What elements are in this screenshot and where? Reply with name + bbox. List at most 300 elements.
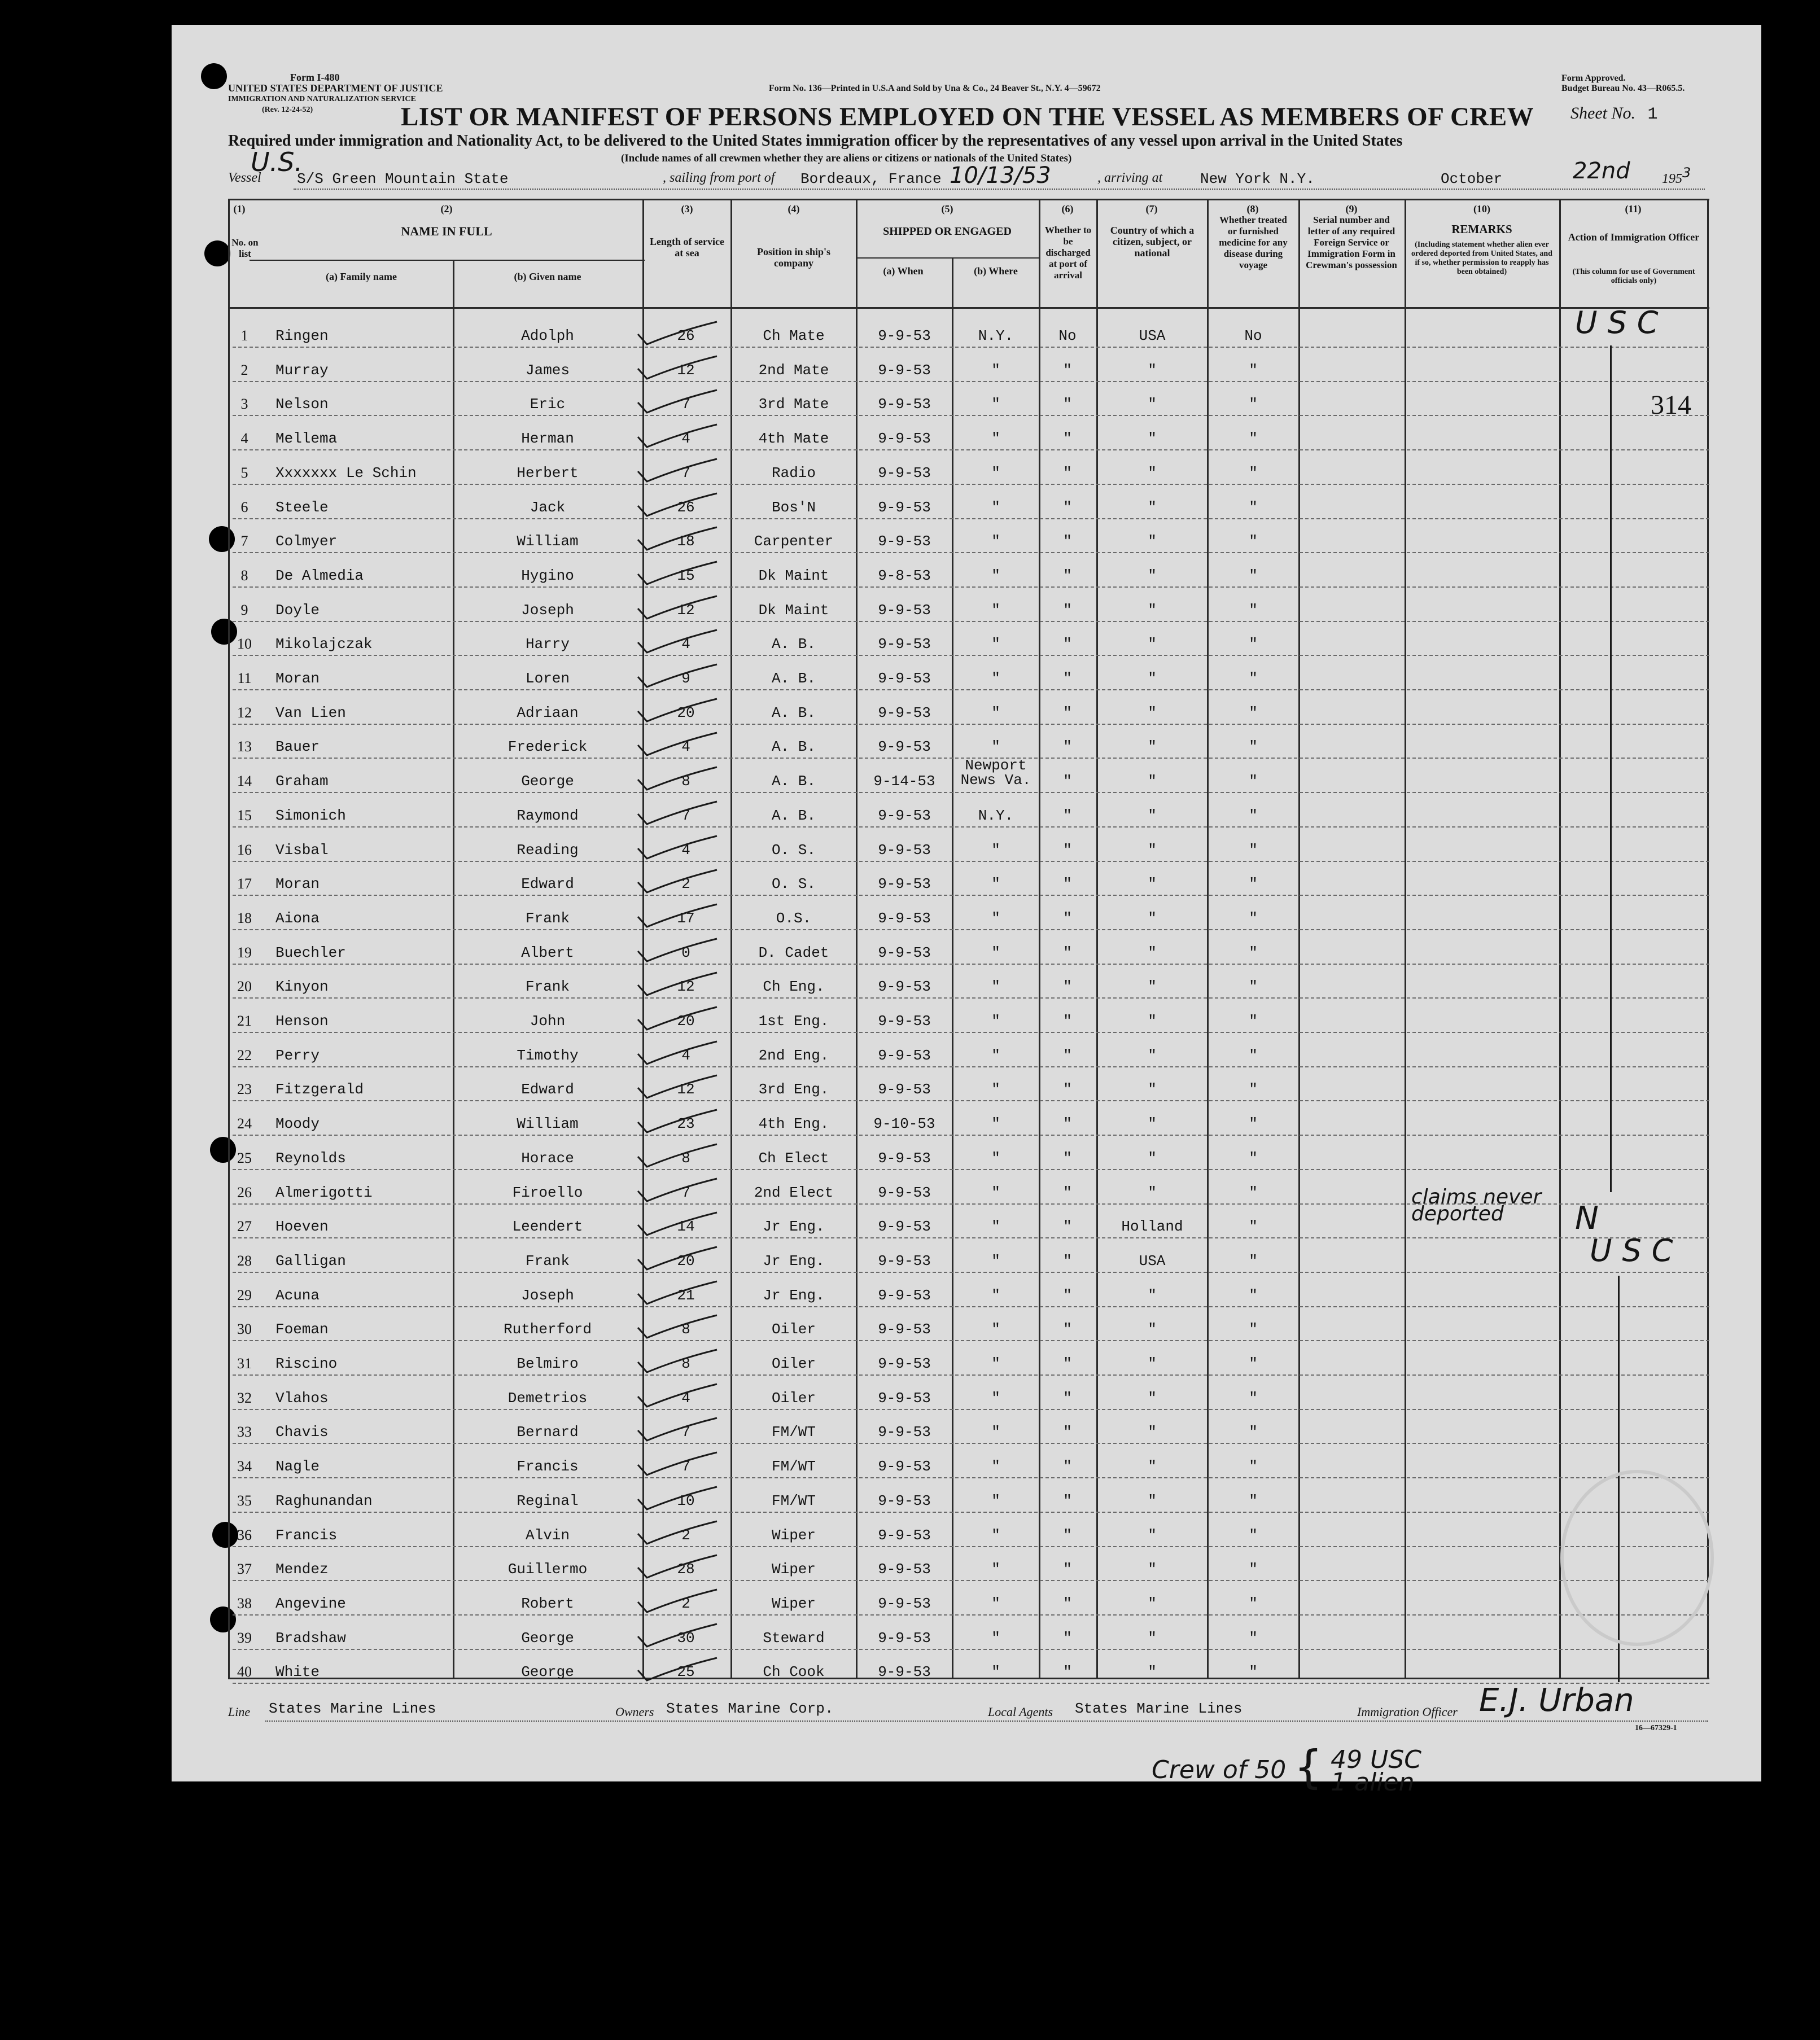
row-number: 9 [240, 601, 248, 618]
shipped-where: " [991, 909, 1000, 927]
row-rule [233, 449, 1709, 450]
sailing-label: , sailing from port of [663, 170, 775, 185]
vessel-label: Vessel [228, 170, 261, 185]
shipped-where: " [991, 361, 1000, 379]
family-name: Doyle [275, 601, 320, 619]
ship-position: A. B. [771, 738, 816, 756]
remark-claims-never-deported: claims never deported [1411, 1185, 1542, 1225]
shipped-where: " [991, 1629, 1000, 1647]
ship-position: 2nd Elect [754, 1184, 834, 1201]
service-length: 20 [677, 1013, 695, 1030]
row-number: 29 [237, 1286, 252, 1303]
shipped-where: " [991, 1424, 1000, 1441]
citizenship-country: " [1148, 1492, 1157, 1509]
citizenship-country: " [1148, 1561, 1157, 1578]
family-name: Moody [275, 1115, 320, 1133]
row-number: 37 [237, 1561, 252, 1578]
ship-position: 2nd Mate [758, 361, 829, 379]
col-num-11: (11) [1625, 203, 1642, 214]
service-length: 2 [681, 1595, 690, 1612]
family-name: Buechler [275, 944, 346, 961]
shipped-where: " [991, 1458, 1000, 1476]
row-rule [233, 1580, 1709, 1581]
row-number: 32 [237, 1389, 252, 1406]
discharged-flag: " [1063, 1595, 1072, 1612]
sheet-value: 1 [1647, 105, 1658, 124]
family-name: Colmyer [275, 533, 338, 550]
citizenship-country: " [1148, 944, 1157, 961]
ship-position: Steward [763, 1629, 825, 1647]
discharged-flag: " [1063, 1115, 1072, 1133]
service-length: 7 [681, 1458, 690, 1476]
shipped-where: " [991, 430, 1000, 448]
departure-port: Bordeaux, France [800, 170, 942, 187]
shipped-when: 9-9-53 [878, 361, 931, 379]
shipped-when: 9-9-53 [878, 1355, 931, 1372]
row-number: 13 [237, 738, 252, 755]
discharged-flag: " [1063, 567, 1072, 584]
row-number: 8 [240, 567, 248, 584]
discharged-flag: " [1063, 1047, 1072, 1064]
citizenship-country: " [1148, 396, 1157, 413]
ship-position: 4th Mate [758, 430, 829, 448]
ship-position: Radio [771, 464, 816, 481]
check-mark-icon [635, 1622, 719, 1650]
row-number: 31 [237, 1355, 252, 1372]
given-name: George [521, 1663, 574, 1681]
citizenship-country: " [1148, 738, 1157, 756]
citizenship-country: " [1148, 533, 1157, 550]
medicine-flag: " [1249, 361, 1258, 379]
ship-position: O. S. [771, 841, 816, 859]
check-mark-icon [635, 1587, 719, 1616]
family-name: Hoeven [275, 1218, 329, 1236]
discharged-flag: " [1063, 1355, 1072, 1372]
col-num-8: (8) [1246, 203, 1259, 214]
medicine-flag: " [1249, 1526, 1258, 1544]
citizenship-country: " [1148, 1047, 1157, 1064]
col-remarks: REMARKS [1451, 222, 1512, 236]
service-length: 8 [681, 1355, 690, 1372]
check-mark-icon [635, 799, 719, 828]
shipped-where: " [991, 1355, 1000, 1372]
shipped-when: 9-9-53 [878, 1629, 931, 1647]
shipped-when: 9-9-53 [878, 1389, 931, 1407]
shipped-when: 9-14-53 [873, 773, 935, 790]
shipped-where: " [991, 1115, 1000, 1133]
shipped-where: N.Y. [978, 327, 1014, 344]
family-name: Vlahos [275, 1389, 329, 1407]
shipped-when: 9-9-53 [878, 1081, 931, 1098]
ship-position: 2nd Eng. [758, 1047, 829, 1064]
medicine-flag: " [1249, 1081, 1258, 1098]
ship-position: Jr Eng. [763, 1286, 825, 1304]
row-number: 23 [237, 1081, 252, 1098]
citizenship-country: " [1148, 498, 1157, 516]
medicine-flag: " [1249, 567, 1258, 584]
family-name: Graham [275, 773, 329, 790]
family-name: Henson [275, 1013, 329, 1030]
col-shipped: SHIPPED OR ENGAGED [883, 225, 1012, 238]
discharged-flag: " [1063, 430, 1072, 448]
family-name: Bradshaw [275, 1629, 346, 1647]
service-length: 10 [677, 1492, 695, 1509]
shipped-when: 9-9-53 [878, 327, 931, 344]
discharged-flag: " [1063, 1561, 1072, 1578]
family-name: Mendez [275, 1561, 329, 1578]
row-number: 33 [237, 1424, 252, 1441]
shipped-when: 9-9-53 [878, 601, 931, 619]
shipped-where: " [991, 498, 1000, 516]
row-rule [233, 1066, 1709, 1067]
given-name: Reading [517, 841, 579, 859]
given-name: James [525, 361, 570, 379]
service-length: 15 [677, 567, 695, 584]
shipped-where: " [991, 1492, 1000, 1509]
col-discharged: Whether to be discharged at port of arrival [1044, 225, 1092, 281]
service-length: 0 [681, 944, 690, 961]
service-length: 12 [677, 601, 695, 619]
service-length: 12 [677, 361, 695, 379]
family-name: Xxxxxxx Le Schin [275, 464, 417, 481]
service-length: 30 [677, 1629, 695, 1647]
family-name: Moran [275, 875, 320, 893]
manifest-note: (Include names of all crewmen whether they are aliens or citizens or nationals of the United States) [621, 152, 1072, 164]
given-name: Joseph [521, 1286, 574, 1304]
ship-position: Oiler [771, 1389, 816, 1407]
family-name: Moran [275, 670, 320, 687]
given-name: Harry [525, 636, 570, 653]
medicine-flag: " [1249, 875, 1258, 893]
manifest-title: LIST OR MANIFEST OF PERSONS EMPLOYED ON THE VESSEL AS MEMBERS OF CREW [401, 102, 1534, 132]
col-country: Country of which a citizen, subject, or national [1110, 225, 1195, 259]
medicine-flag: " [1249, 1458, 1258, 1476]
service-length: 9 [681, 670, 690, 687]
discharged-flag: " [1063, 1286, 1072, 1304]
ship-position: Wiper [771, 1526, 816, 1544]
family-name: Ringen [275, 327, 329, 344]
col-position: Position in ship's company [756, 246, 831, 269]
form-number: Form I-480 [290, 72, 340, 83]
shipped-when: 9-9-53 [878, 944, 931, 961]
ship-position: D. Cadet [758, 944, 829, 961]
check-mark-icon [635, 1416, 719, 1444]
row-number: 28 [237, 1252, 252, 1269]
check-mark-icon [635, 868, 719, 896]
action-usc-stamp: USC [1575, 305, 1669, 340]
discharged-flag: " [1063, 361, 1072, 379]
row-rule [233, 1100, 1709, 1101]
family-name: Francis [275, 1526, 338, 1544]
vessel-flag-handwritten: U.S. [251, 147, 303, 177]
given-name: Frank [525, 1252, 570, 1269]
ship-position: Jr Eng. [763, 1252, 825, 1269]
family-name: White [275, 1663, 320, 1681]
medicine-flag: " [1249, 1663, 1258, 1681]
row-rule [233, 1306, 1709, 1307]
citizenship-country: USA [1139, 1252, 1166, 1269]
service-length: 4 [681, 1389, 690, 1407]
family-name: Bauer [275, 738, 320, 756]
check-mark-icon [635, 730, 719, 759]
row-number: 40 [237, 1663, 252, 1680]
citizenship-country: " [1148, 1184, 1157, 1201]
citizenship-country: " [1148, 875, 1157, 893]
medicine-flag: " [1249, 1286, 1258, 1304]
action-n-mark: N [1575, 1200, 1599, 1237]
shipped-where: " [991, 841, 1000, 859]
arriving-label: , arriving at [1097, 170, 1163, 185]
family-name: Mikolajczak [275, 636, 373, 653]
row-number: 10 [237, 636, 252, 653]
row-number: 4 [240, 430, 248, 447]
shipped-where: " [991, 1526, 1000, 1544]
citizenship-country: " [1148, 807, 1157, 824]
citizenship-country: " [1148, 361, 1157, 379]
shipped-where: " [991, 1663, 1000, 1681]
manifest-subtitle: Required under immigration and Nationality Act, to be delivered to the United States immigration officer by the representatives of any vessel upon arrival in the United States [228, 132, 1403, 150]
shipped-where: " [991, 601, 1000, 619]
discharged-flag: " [1063, 738, 1072, 756]
row-number: 35 [237, 1492, 252, 1509]
shipped-when: 9-9-53 [878, 1424, 931, 1441]
check-mark-icon [635, 319, 719, 348]
ship-position: O.S. [776, 909, 812, 927]
check-mark-icon [635, 1519, 719, 1547]
discharged-flag: " [1063, 1424, 1072, 1441]
medicine-flag: " [1249, 1013, 1258, 1030]
discharged-flag: No [1058, 327, 1077, 344]
shipped-when: 9-9-53 [878, 1013, 931, 1030]
ship-position: Carpenter [754, 533, 834, 550]
row-rule [233, 1340, 1709, 1341]
line-label: Line [228, 1705, 251, 1719]
check-mark-icon [635, 697, 719, 725]
check-mark-icon [635, 594, 719, 622]
discharged-flag: " [1063, 1184, 1072, 1201]
ship-position: FM/WT [771, 1492, 816, 1509]
row-rule [233, 381, 1709, 382]
shipped-where: " [991, 875, 1000, 893]
discharged-flag: " [1063, 601, 1072, 619]
given-name: Horace [521, 1149, 574, 1167]
row-number: 1 [240, 327, 248, 344]
given-name: Eric [530, 396, 566, 413]
shipped-where: " [991, 464, 1000, 481]
row-number: 25 [237, 1149, 252, 1166]
check-mark-icon [635, 902, 719, 930]
row-rule [233, 1272, 1709, 1273]
service-length: 7 [681, 396, 690, 413]
shipped-where: " [991, 1218, 1000, 1236]
shipped-when: 9-9-53 [878, 533, 931, 550]
discharged-flag: " [1063, 841, 1072, 859]
shipped-where: " [991, 1321, 1000, 1338]
ship-position: Ch Eng. [763, 978, 825, 996]
check-mark-icon [635, 1347, 719, 1376]
crew-summary-left: Crew of 50 [1152, 1756, 1287, 1784]
sailing-date: 10/13/53 [950, 163, 1051, 189]
shipped-when: 9-9-53 [878, 1218, 931, 1236]
printer-note: Form No. 136—Printed in U.S.A and Sold by Una & Co., 24 Beaver St., N.Y. 4—59672 [769, 84, 1101, 93]
shipped-when: 9-9-53 [878, 738, 931, 756]
col-remarks-note: (Including statement whether alien ever ordered deported from United States, and if so, whether permission to reapply has been obtained) [1411, 240, 1552, 276]
service-length: 2 [681, 1526, 690, 1544]
service-length: 28 [677, 1561, 695, 1578]
row-rule [233, 861, 1709, 862]
family-name: Murray [275, 361, 329, 379]
check-mark-icon [635, 1039, 719, 1067]
row-number: 20 [237, 978, 252, 995]
row-number: 11 [237, 670, 252, 686]
medicine-flag: " [1249, 464, 1258, 481]
medicine-flag: " [1249, 1218, 1258, 1236]
medicine-flag: " [1249, 636, 1258, 653]
family-name: Angevine [275, 1595, 346, 1612]
binder-hole [204, 240, 230, 266]
citizenship-country: " [1148, 1355, 1157, 1372]
service-length: 7 [681, 1424, 690, 1441]
service-length: 4 [681, 841, 690, 859]
shipped-where: " [991, 1013, 1000, 1030]
discharged-flag: " [1063, 944, 1072, 961]
row-rule [233, 1409, 1709, 1410]
given-name: Joseph [521, 601, 574, 619]
shipped-when: 9-10-53 [873, 1115, 935, 1133]
sheet-number [1570, 104, 1658, 124]
row-number: 2 [240, 361, 248, 378]
shipped-where: " [991, 704, 1000, 721]
row-rule [233, 929, 1709, 930]
shipped-where: " [991, 670, 1000, 687]
service-length: 2 [681, 875, 690, 893]
col-name-in-full: NAME IN FULL [401, 224, 492, 238]
citizenship-country: " [1148, 1526, 1157, 1544]
ship-position: A. B. [771, 773, 816, 790]
medicine-flag: " [1249, 533, 1258, 550]
ship-position: 3rd Mate [758, 396, 829, 413]
shipped-when: 9-9-53 [878, 807, 931, 824]
check-mark-icon [635, 1245, 719, 1273]
check-mark-icon [635, 457, 719, 485]
citizenship-country: " [1148, 1389, 1157, 1407]
citizenship-country: " [1148, 1013, 1157, 1030]
citizenship-country: " [1148, 1149, 1157, 1167]
check-mark-icon [635, 662, 719, 690]
shipped-where: " [991, 944, 1000, 961]
shipped-when: 9-9-53 [878, 841, 931, 859]
given-name: Adolph [521, 327, 574, 344]
discharged-flag: " [1063, 1149, 1072, 1167]
row-number: 5 [240, 464, 248, 481]
service-length: 4 [681, 636, 690, 653]
row-rule [233, 792, 1709, 793]
given-name: Rutherford [503, 1321, 592, 1338]
shipped-where: " [991, 1149, 1000, 1167]
family-name: Reynolds [275, 1149, 346, 1167]
col-length: Length of service at sea [650, 236, 724, 259]
discharged-flag: " [1063, 1389, 1072, 1407]
medicine-flag: " [1249, 807, 1258, 824]
family-name: Van Lien [275, 704, 346, 721]
check-mark-icon [635, 1553, 719, 1581]
medicine-flag: " [1249, 738, 1258, 756]
service-length: 20 [677, 704, 695, 721]
shipped-when: 9-9-53 [878, 1149, 931, 1167]
row-number: 26 [237, 1184, 252, 1201]
arrival-month: October [1441, 170, 1503, 187]
check-mark-icon [635, 628, 719, 656]
service-length: 7 [681, 1184, 690, 1201]
row-number: 36 [237, 1526, 252, 1543]
row-number: 14 [237, 773, 252, 790]
check-mark-icon [635, 1382, 719, 1410]
family-name: Riscino [275, 1355, 338, 1372]
year-label: 1953 [1662, 165, 1691, 186]
discharged-flag: " [1063, 1321, 1072, 1338]
form-code: 16—67329-1 [1635, 1724, 1677, 1732]
row-rule [233, 655, 1709, 656]
discharged-flag: " [1063, 773, 1072, 790]
citizenship-country: Holland [1121, 1218, 1183, 1236]
medicine-flag: " [1249, 841, 1258, 859]
family-name: Raghunandan [275, 1492, 373, 1509]
family-name: De Almedia [275, 567, 364, 584]
row-number: 30 [237, 1321, 252, 1338]
medicine-flag: " [1249, 430, 1258, 448]
medicine-flag: " [1249, 1561, 1258, 1578]
service-length: 21 [677, 1286, 695, 1304]
medicine-flag: " [1249, 978, 1258, 996]
manifest-sheet [172, 25, 1761, 1781]
citizenship-country: " [1148, 704, 1157, 721]
col-num-6: (6) [1061, 203, 1074, 214]
given-name: William [517, 1115, 579, 1133]
col-num-5: (5) [941, 203, 953, 214]
shipped-when: 9-9-53 [878, 1663, 931, 1681]
row-number: 17 [237, 875, 252, 892]
owners-value: States Marine Corp. [666, 1700, 834, 1717]
form-approval [1561, 73, 1685, 94]
family-name: Foeman [275, 1321, 329, 1338]
given-name: George [521, 773, 574, 790]
discharged-flag: " [1063, 875, 1072, 893]
discharged-flag: " [1063, 704, 1072, 721]
check-mark-icon [635, 491, 719, 519]
given-name: Bernard [517, 1424, 579, 1441]
row-rule [233, 689, 1709, 690]
row-rule [233, 1169, 1709, 1170]
given-name: Edward [521, 1081, 574, 1098]
medicine-flag: " [1249, 601, 1258, 619]
owners-label: Owners [615, 1705, 654, 1719]
check-mark-icon [635, 1142, 719, 1170]
page-number: 314 [1651, 390, 1691, 420]
shipped-when: 9-9-53 [878, 1252, 931, 1269]
check-mark-icon [635, 936, 719, 965]
service-length: 20 [677, 1252, 695, 1269]
shipped-where: " [991, 1252, 1000, 1269]
row-rule [233, 1443, 1709, 1444]
citizenship-country: " [1148, 636, 1157, 653]
medicine-flag: " [1249, 498, 1258, 516]
given-name: Leendert [512, 1218, 583, 1236]
medicine-flag: " [1249, 909, 1258, 927]
given-name: William [517, 533, 579, 550]
service-length: 8 [681, 773, 690, 790]
medicine-flag: " [1249, 670, 1258, 687]
shipped-when: 9-9-53 [878, 1321, 931, 1338]
